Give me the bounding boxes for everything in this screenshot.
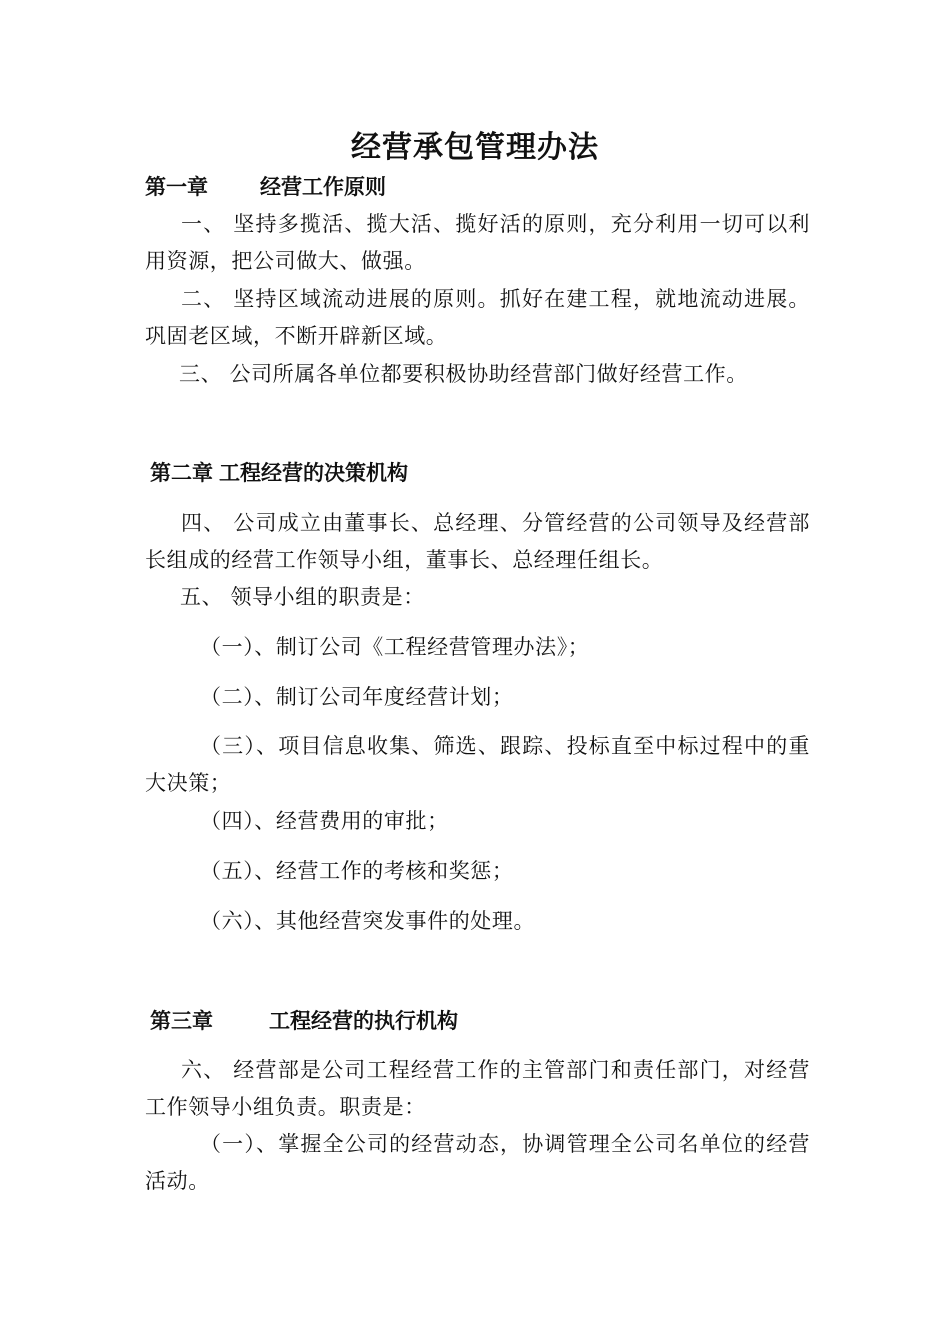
- list-item-5: （五）、经营工作的考核和奖惩；: [200, 859, 514, 883]
- chapter-1-number: 第一章: [145, 175, 208, 199]
- list-item-3: （三）、项目信息收集、筛选、跟踪、投标直至中标过程中的重大决策；: [145, 734, 810, 795]
- chapter-3-number: 第三章: [150, 1009, 213, 1033]
- chapter-3-heading: [150, 1006, 458, 1036]
- paragraph-1: 一、 坚持多揽活、揽大活、揽好活的原则，充分利用一切可以利用资源，把公司做大、做强。: [145, 212, 810, 273]
- chapter-3-title: 工程经营的执行机构: [269, 1009, 458, 1033]
- list-item-2: （二）、制订公司年度经营计划；: [200, 685, 514, 709]
- chapter-2-heading: [150, 458, 408, 488]
- chapter-2-title: 工程经营的决策机构: [219, 461, 408, 485]
- list-item-4: （四）、经营费用的审批；: [200, 809, 449, 833]
- paragraph-5: 五、 领导小组的职责是：: [180, 585, 425, 609]
- list-item-6: （六）、其他经营突发事件的处理。: [200, 909, 536, 933]
- chapter-2-number: 第二章: [150, 461, 213, 485]
- paragraph-6: 六、 经营部是公司工程经营工作的主管部门和责任部门，对经营工作领导小组负责。职责是：: [145, 1058, 810, 1119]
- paragraph-4: 四、 公司成立由董事长、总经理、分管经营的公司领导及经营部长组成的经营工作领导小组，董事长、总经理任组长。: [145, 511, 810, 572]
- list-item-1: （一）、制订公司《工程经营管理办法》；: [200, 635, 590, 659]
- chapter-1-heading: [145, 172, 386, 202]
- document-title: 经营承包管理办法: [351, 130, 599, 165]
- list-item-7: （一）、掌握全公司的经营动态，协调管理全公司名单位的经营活动。: [145, 1132, 810, 1193]
- chapter-1-title: 经营工作原则: [260, 175, 386, 199]
- paragraph-2: 二、 坚持区域流动进展的原则。抓好在建工程，就地流动进展。巩固老区域，不断开辟新区域。: [145, 287, 810, 348]
- paragraph-3: 三、 公司所属各单位都要积极协助经营部门做好经营工作。: [179, 362, 748, 386]
